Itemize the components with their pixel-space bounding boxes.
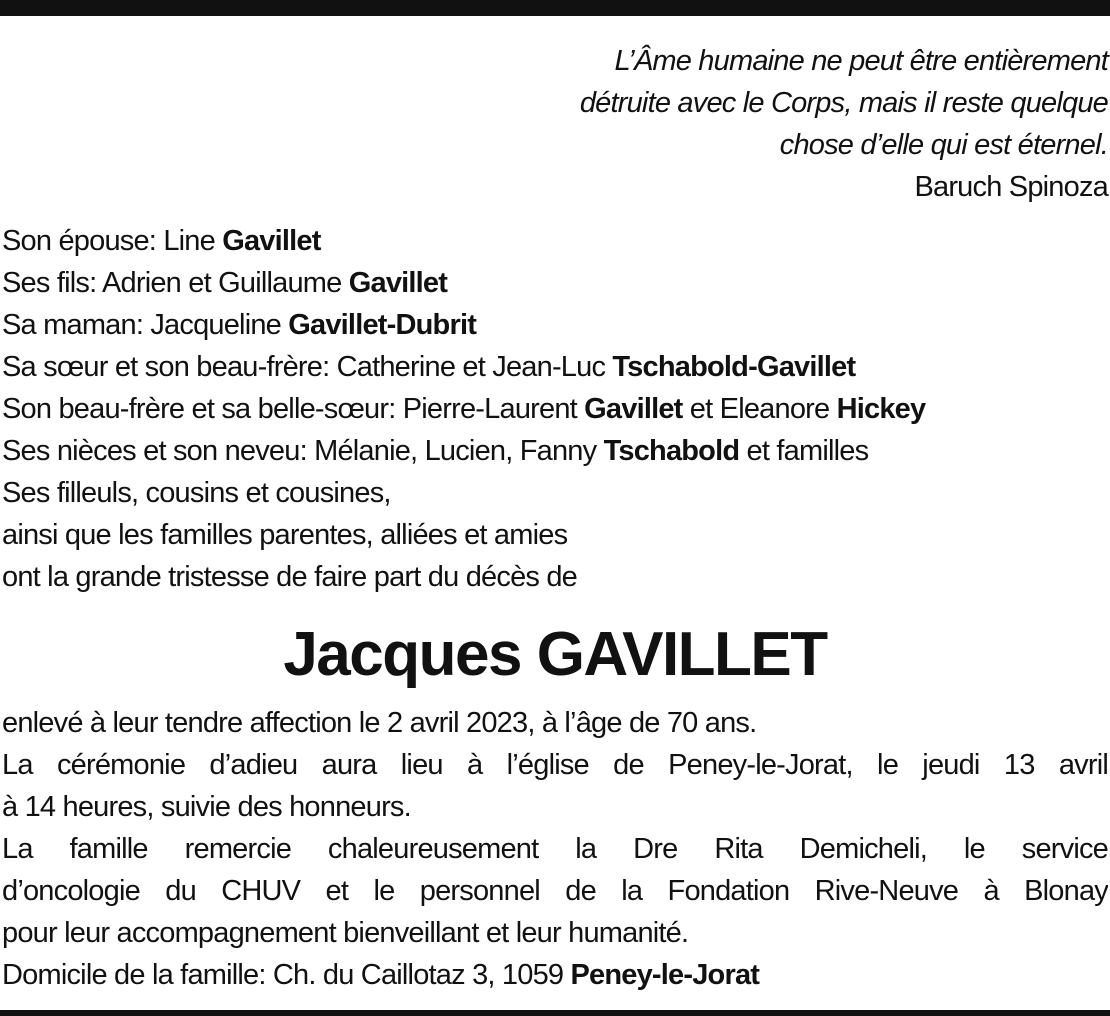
family-text: et Eleanore [682, 393, 837, 425]
family-surname: Gavillet [584, 393, 683, 425]
family-text: Ses fils: Adrien et Guillaume [2, 267, 349, 299]
family-surname: Gavillet [222, 225, 321, 257]
family-list [2, 220, 1108, 598]
body-line: La cérémonie d’adieu aura lieu à l’église de Peney-le-Jorat, le jeudi 13 avril [2, 749, 1108, 781]
family-text: et familles [739, 435, 869, 467]
family-line [2, 388, 1108, 430]
quote-line-3: chose d’elle qui est éternel. [779, 129, 1108, 161]
body-line: pour leur accompagnement bienveillant et leur humanité. [2, 917, 689, 949]
address-text: Domicile de la famille: Ch. du Caillotaz 3, 1059 [2, 959, 571, 991]
family-text: Ses nièces et son neveu: Mélanie, Lucien, Fanny [2, 435, 604, 467]
quote-line-1: L’Âme humaine ne peut être entièrement [614, 45, 1108, 77]
family-text: Sa maman: Jacqueline [2, 309, 289, 341]
family-line [2, 262, 1108, 304]
family-text: Ses filleuls, cousins et cousines, [2, 477, 391, 509]
family-line [2, 430, 1108, 472]
family-line [2, 472, 1108, 514]
family-text: Sa sœur et son beau-frère: Catherine et Jean-Luc [2, 351, 613, 383]
family-line [2, 220, 1108, 262]
family-surname: Tschabold-Gavillet [612, 351, 856, 383]
top-rule [0, 0, 1110, 16]
quote-line-2: détruite avec le Corps, mais il reste quelque [579, 87, 1108, 119]
family-line [2, 556, 1108, 598]
family-line [2, 304, 1108, 346]
family-surname: Gavillet [348, 267, 448, 299]
family-text: Son épouse: Line [2, 225, 223, 257]
body-line: à 14 heures, suivie des honneurs. [2, 791, 411, 823]
obituary-body [2, 702, 1108, 996]
quote-author: Baruch Spinoza [914, 171, 1108, 203]
address-locality: Peney-le-Jorat [570, 959, 760, 991]
body-line: d’oncologie du CHUV et le personnel de la Fondation Rive-Neuve à Blonay [2, 875, 1108, 907]
body-line: enlevé à leur tendre affection le 2 avril 2023, à l’âge de 70 ans. [2, 707, 757, 739]
body-line: La famille remercie chaleureusement la Dre Rita Demicheli, le service [2, 833, 1108, 865]
family-text: ont la grande tristesse de faire part du décès de [2, 561, 578, 593]
family-text: Son beau-frère et sa belle-sœur: Pierre-Laurent [2, 393, 585, 425]
family-surname: Gavillet-Dubrit [288, 309, 477, 341]
family-surname: Hickey [836, 393, 926, 425]
family-line [2, 346, 1108, 388]
family-line [2, 514, 1108, 556]
family-surname: Tschabold [603, 435, 740, 467]
deceased-name: Jacques GAVILLET [283, 620, 827, 689]
address-line [2, 954, 1108, 996]
epigraph-quote [408, 40, 1108, 208]
bottom-rule [0, 1010, 1110, 1016]
family-text: ainsi que les familles parentes, alliées et amies [2, 519, 568, 551]
